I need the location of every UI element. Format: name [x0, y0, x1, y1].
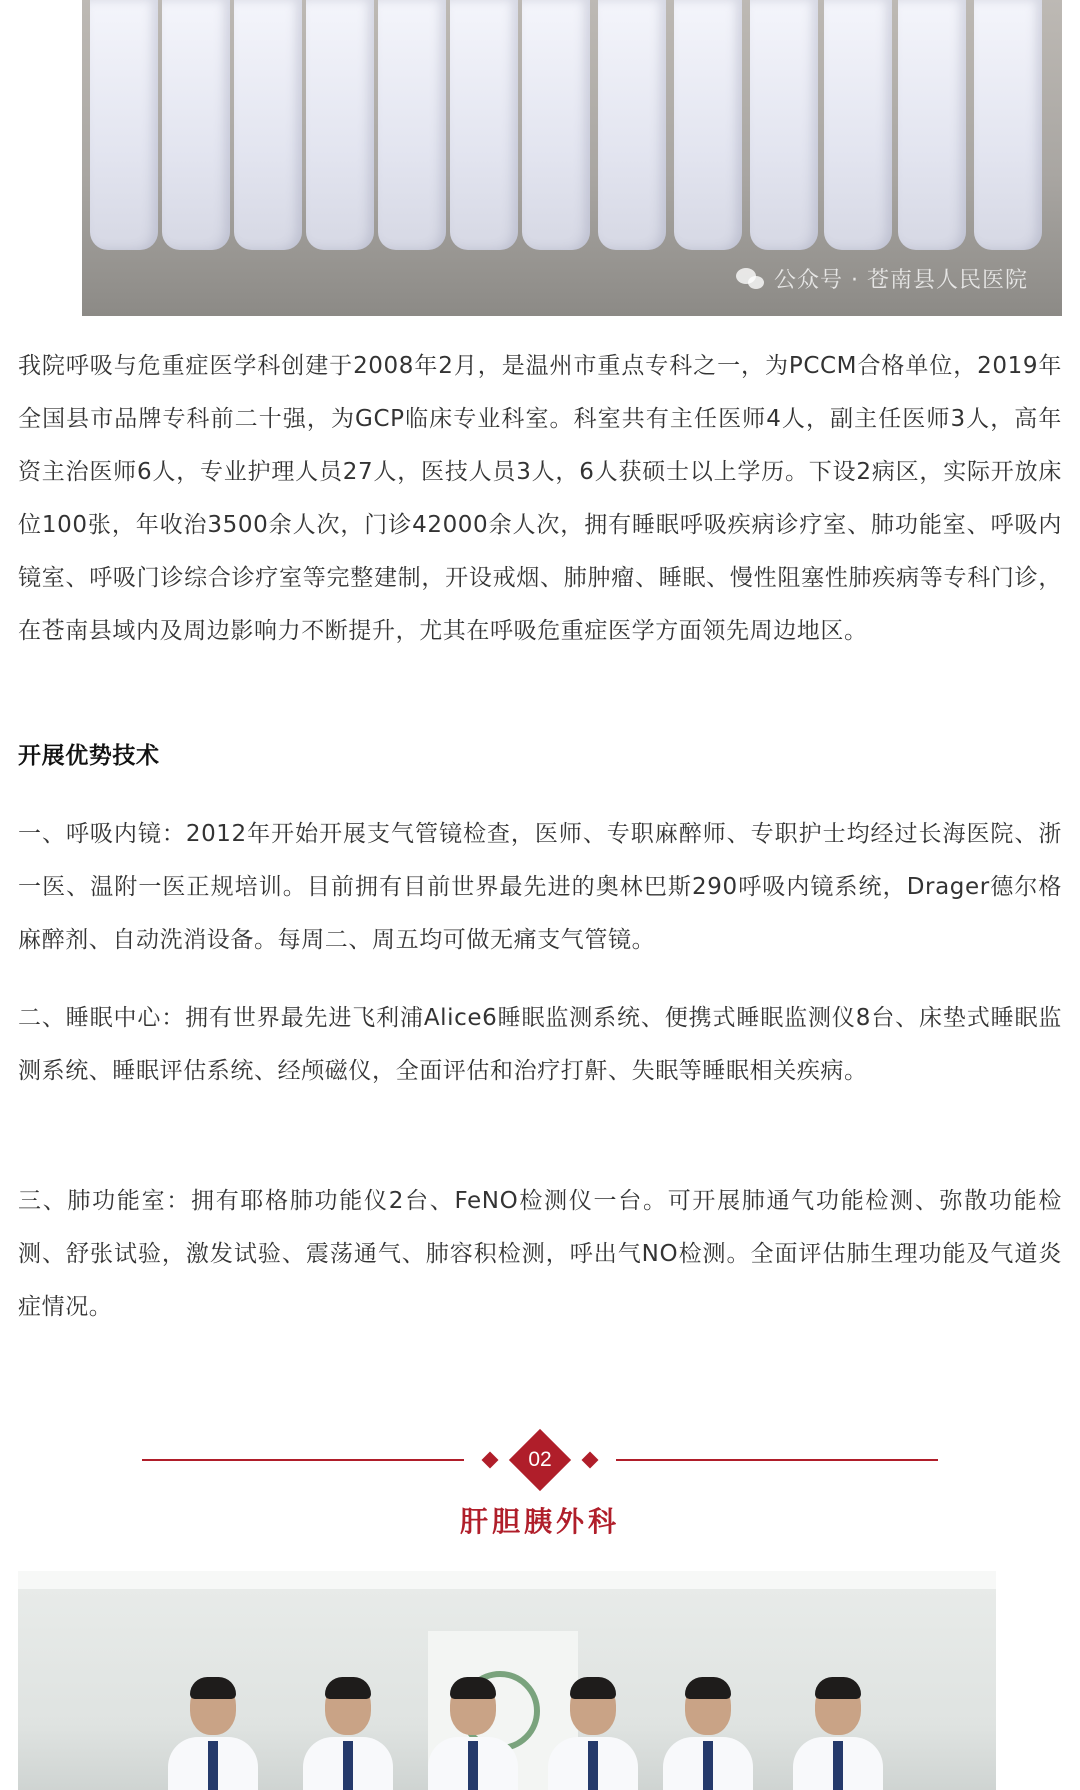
- tech-item-endoscopy: 一、呼吸内镜：2012年开始开展支气管镜检查，医师、专职麻醉师、专职护士均经过长海医院、浙一医、温附一医正规培训。目前拥有目前世界最先进的奥林巴斯290呼吸内镜系统，Drager德尔格麻醉剂、自动洗消设备。每周二、周五均可做无痛支气管镜。: [18, 821, 1062, 953]
- staff-figure: [378, 0, 446, 250]
- photo-ceiling: [18, 1571, 996, 1589]
- staff-figure: [162, 0, 230, 250]
- section-number: 02: [528, 1448, 552, 1471]
- staff-figure: [674, 0, 742, 250]
- photo-watermark: [736, 263, 1028, 294]
- staff-figure: [974, 0, 1042, 250]
- wechat-icon: [736, 268, 766, 290]
- diamond-dot-icon: [582, 1452, 599, 1469]
- surgeon-figure: [168, 1681, 258, 1790]
- staff-figure: [522, 0, 590, 250]
- surgeon-figure: [793, 1681, 883, 1790]
- surgeon-figure: [663, 1681, 753, 1790]
- tech-item-lung-function: 三、肺功能室：拥有耶格肺功能仪2台、FeNO检测仪一台。可开展肺通气功能检测、弥散功能检测、舒张试验，激发试验、震荡通气、肺容积检测，呼出气NO检测。全面评估肺生理功能及气道炎症情况。: [18, 1188, 1062, 1320]
- staff-figure: [750, 0, 818, 250]
- diamond-dot-icon: [482, 1452, 499, 1469]
- staff-figure: [824, 0, 892, 250]
- staff-figure: [306, 0, 374, 250]
- staff-figure: [450, 0, 518, 250]
- surgeon-figure: [428, 1681, 518, 1790]
- department-intro: 我院呼吸与危重症医学科创建于2008年2月，是温州市重点专科之一，为PCCM合格单位，2019年全国县市品牌专科前二十强，为GCP临床专业科室。科室共有主任医师4人，副主任医师3人，高年资主治医师6人，专业护理人员27人，医技人员3人，6人获硕士以上学历。下设2病区，实际开放床位100张，年收治3500余人次，门诊42000余人次，拥有睡眠呼吸疾病诊疗室、肺功能室、呼吸内镜室、呼吸门诊综合诊疗室等完整建制，开设戒烟、肺肿瘤、睡眠、慢性阻塞性肺疾病等专科门诊，在苍南县域内及周边影响力不断提升，尤其在呼吸危重症医学方面领先周边地区。: [18, 353, 1062, 644]
- staff-figure: [234, 0, 302, 250]
- staff-figure: [898, 0, 966, 250]
- surgeon-figure: [548, 1681, 638, 1790]
- section-title: 肝胆胰外科: [459, 1505, 620, 1538]
- staff-figure: [598, 0, 666, 250]
- staff-group-photo: [82, 0, 1062, 316]
- section-divider: [0, 1428, 1080, 1492]
- divider-line: [616, 1459, 938, 1461]
- section-number-badge: [509, 1429, 571, 1491]
- divider-line: [142, 1459, 464, 1461]
- tech-item-sleep-center: 二、睡眠中心：拥有世界最先进飞利浦Alice6睡眠监测系统、便携式睡眠监测仪8台、床垫式睡眠监测系统、睡眠评估系统、经颅磁仪，全面评估和治疗打鼾、失眠等睡眠相关疾病。: [18, 1005, 1062, 1084]
- tech-heading: 开展优势技术: [18, 743, 160, 769]
- watermark-text: 公众号 · 苍南县人民医院: [774, 268, 1028, 293]
- surgeons-group-photo: [18, 1571, 996, 1790]
- staff-figure: [90, 0, 158, 250]
- surgeon-figure: [303, 1681, 393, 1790]
